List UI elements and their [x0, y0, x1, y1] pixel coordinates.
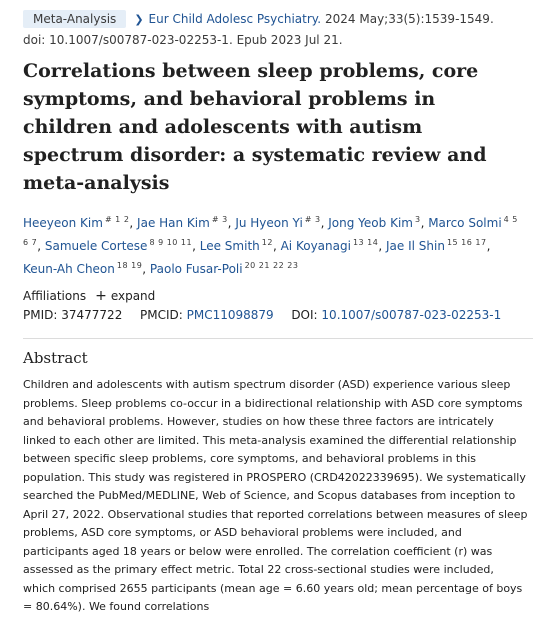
- author-separator: ,: [227, 216, 236, 230]
- author-link[interactable]: Keun-Ah Cheon: [23, 262, 115, 276]
- author-separator: ,: [486, 239, 491, 253]
- author-affiliation-numbers[interactable]: # 3: [211, 215, 228, 224]
- author-affiliation-numbers[interactable]: 18 19: [116, 261, 143, 270]
- affiliations-label: Affiliations: [23, 289, 87, 303]
- author-separator: ,: [192, 239, 200, 253]
- author-separator: ,: [129, 216, 138, 230]
- plus-icon[interactable]: +: [95, 288, 107, 304]
- author-link[interactable]: Paolo Fusar-Poli: [149, 262, 243, 276]
- author-affiliation-numbers[interactable]: # 1 2: [104, 215, 130, 224]
- author-separator: ,: [378, 239, 386, 253]
- article-type-badge[interactable]: Meta-Analysis: [23, 10, 126, 28]
- authors-list: [23, 210, 523, 279]
- article-title: Correlations between sleep problems, core symptoms, and behavioral problems in children and adolescents with autism spectrum disorder: a systematic review and meta-analysis: [23, 60, 487, 194]
- author-separator: ,: [142, 262, 150, 276]
- journal-link[interactable]: Eur Child Adolesc Psychiatry.: [148, 12, 322, 26]
- author-link[interactable]: Jae Han Kim: [137, 216, 210, 230]
- citation-details: 2024 May;33(5):1539-1549.: [325, 12, 494, 26]
- author-separator: ,: [420, 216, 429, 230]
- author-affiliation-numbers[interactable]: 15 16 17: [446, 238, 487, 247]
- author-link[interactable]: Ai Koyanagi: [280, 239, 351, 253]
- pmcid-link[interactable]: PMC11098879: [186, 308, 274, 322]
- chevron-right-icon[interactable]: ❯: [134, 12, 144, 26]
- author-affiliation-numbers[interactable]: 3: [414, 215, 421, 224]
- abstract-heading: Abstract: [23, 349, 88, 367]
- author-link[interactable]: Marco Solmi: [428, 216, 502, 230]
- identifiers-row: [23, 308, 533, 324]
- author-affiliation-numbers[interactable]: 4 5 6 7: [23, 215, 518, 247]
- author-separator: ,: [320, 216, 329, 230]
- abstract-text: Children and adolescents with autism spectrum disorder (ASD) experience various sleep problems. Sleep problems co-occur in a bidirectional relationship with ASD core symptoms and behavioral problems. However, studies on how these three factors are intricately linked to each other are limited. This meta-analysis examined the differential relationship between specific sleep problems, core symptoms, and behavioral problems in this population. This study was registered in PROSPERO (CRD42022339695). We systematically searched the PubMed/MEDLINE, Web of Science, and Scopus databases from inception to April 27, 2022. Observational studies that reported correlations between measures of sleep problems, ASD core symptoms, or ASD behavioral problems were included, and participants aged 18 years or below were enrolled. The correlation coefficient (r) was assessed as the primary effect metric. Total 22 cross-sectional studies were included, which comprised 2655 participants (mean age = 6.60 years old; mean percentage of boys = 80.64%). We found correlations: [23, 378, 528, 613]
- author-affiliation-numbers[interactable]: 8 9 10 11: [149, 238, 193, 247]
- author-separator: ,: [272, 239, 281, 253]
- author-link[interactable]: Jong Yeob Kim: [328, 216, 413, 230]
- doi-epub-line: doi: 10.1007/s00787-023-02253-1. Epub 2023 Jul 21.: [23, 33, 343, 47]
- expand-affiliations-button[interactable]: expand: [110, 289, 156, 303]
- doi-label: DOI:: [291, 308, 318, 322]
- author-link[interactable]: Lee Smith: [199, 239, 260, 253]
- pmid-label: PMID:: [23, 308, 58, 322]
- author-affiliation-numbers[interactable]: # 3: [304, 215, 321, 224]
- doi-link[interactable]: 10.1007/s00787-023-02253-1: [321, 308, 502, 322]
- author-link[interactable]: Jae Il Shin: [385, 239, 445, 253]
- section-divider: [23, 338, 533, 339]
- author-affiliation-numbers[interactable]: 13 14: [352, 238, 379, 247]
- pmid-value: 37477722: [61, 308, 123, 322]
- author-link[interactable]: Heeyeon Kim: [23, 216, 103, 230]
- author-separator: ,: [37, 239, 45, 253]
- pmcid-label: PMCID:: [139, 308, 183, 322]
- author-affiliation-numbers[interactable]: 20 21 22 23: [244, 261, 299, 270]
- author-link[interactable]: Ju Hyeon Yi: [235, 216, 303, 230]
- affiliations-row: [23, 288, 533, 304]
- citation-row: [23, 10, 533, 28]
- author-link[interactable]: Samuele Cortese: [44, 239, 148, 253]
- author-affiliation-numbers[interactable]: 12: [261, 238, 273, 247]
